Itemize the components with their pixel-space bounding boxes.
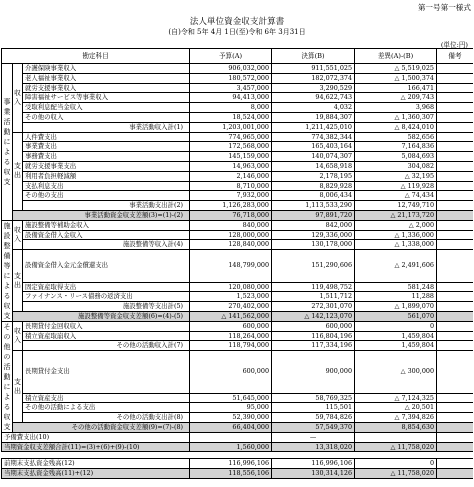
header-item: 勘定科目 [2,49,190,64]
difference-amount: △ 1,336,000 [355,230,437,240]
summary-row [2,469,474,479]
budget-amount: 66,404,000 [190,422,272,432]
note-cell [437,240,473,250]
actual-amount: 4,032 [272,103,355,113]
difference-amount: △ 20,501 [355,403,437,413]
actual-amount: 19,884,307 [272,112,355,122]
account-name: 施設整備等資金収支差額(6)=(4)-(5) [13,311,190,321]
actual-amount: 1,511,712 [272,292,355,302]
note-cell [437,413,473,423]
actual-amount: 600,000 [272,321,355,331]
difference-amount: △ 1,360,307 [355,112,437,122]
budget-amount: 148,799,000 [190,250,272,282]
table-row [2,171,474,181]
header-row [2,49,474,64]
note-cell [437,331,473,341]
actual-amount: 129,336,000 [272,230,355,240]
spacer-cell [2,452,474,459]
account-name: 事業費支出 [23,142,190,152]
summary-row [2,413,474,423]
document-period: (自)令和 5年 4月 1日(至)令和 6年 3月31日 [168,28,306,36]
difference-amount: △ 21,173,720 [355,210,437,220]
budget-amount: 14,963,000 [190,161,272,171]
account-name: 長期貸付金支出 [23,351,190,393]
note-cell [437,73,473,83]
actual-amount: 58,769,325 [272,393,355,403]
note-cell [437,351,473,393]
budget-amount: 7,932,000 [190,191,272,201]
budget-amount: 128,000,000 [190,230,272,240]
account-name: その他の活動支出計(8) [23,413,190,423]
difference-amount [355,432,437,442]
expense-group-label: 支出 [13,351,23,423]
summary-row [2,422,474,432]
table-row [2,132,474,142]
budget-amount: 116,996,106 [190,459,272,469]
account-name: 固定資産取得支出 [23,282,190,292]
difference-amount: 7,164,836 [355,142,437,152]
account-name: 積立資産支出 [23,393,190,403]
difference-amount: 3,968 [355,103,437,113]
actual-amount: 119,498,752 [272,282,355,292]
account-name: 施設整備等支出計(5) [23,302,190,312]
difference-amount: 582,656 [355,132,437,142]
budget-amount: △ 141,562,000 [190,311,272,321]
table-row [2,93,474,103]
table-row [2,142,474,152]
note-cell [437,191,473,201]
actual-amount: — [272,432,355,442]
budget-amount: 118,556,106 [190,469,272,479]
section-label: その他の活動による収支 [3,322,11,431]
header-actual: 決算(B) [272,49,355,64]
table-row [2,282,474,292]
budget-amount: 3,457,000 [190,83,272,93]
account-name: 老人福祉事業収入 [23,73,190,83]
difference-amount: △ 209,743 [355,93,437,103]
account-name: 設備資金借入金元金償還支出 [23,250,190,282]
note-cell [437,302,473,312]
budget-amount [190,432,272,442]
actual-amount: 1,211,425,010 [272,122,355,132]
budget-amount: 840,000 [190,220,272,230]
actual-amount: 97,891,720 [272,210,355,220]
budget-amount: 52,390,000 [190,413,272,423]
summary-row [2,311,474,321]
note-cell [437,103,473,113]
account-name: 障害福祉サービス等事業収入 [23,93,190,103]
actual-amount: 1,113,533,290 [272,201,355,211]
budget-amount: 8,710,000 [190,181,272,191]
note-cell [437,161,473,171]
expense-group-label: 支出 [13,132,23,210]
difference-amount: △ 7,394,826 [355,413,437,423]
actual-amount: 57,549,370 [272,422,355,432]
cash-flow-statement-table [1,48,473,479]
actual-amount: 900,000 [272,351,355,393]
difference-amount: △ 11,758,020 [355,469,437,479]
budget-amount: 94,413,000 [190,93,272,103]
note-cell [437,341,473,351]
actual-amount: 2,178,195 [272,171,355,181]
difference-amount: △ 32,195 [355,171,437,181]
budget-amount: 118,264,000 [190,331,272,341]
statement-body [2,64,474,479]
actual-amount: 14,658,918 [272,161,355,171]
note-cell [437,292,473,302]
summary-row [2,302,474,312]
note-cell [437,122,473,132]
table-row [2,181,474,191]
header-budget: 予算(A) [190,49,272,64]
budget-amount: 172,568,000 [190,142,272,152]
note-cell [437,83,473,93]
actual-amount: 116,804,196 [272,331,355,341]
account-name: 就労支援事業支出 [23,161,190,171]
table-row [2,64,474,74]
actual-amount: 115,501 [272,403,355,413]
note-cell [437,282,473,292]
summary-row [2,442,474,452]
budget-amount: 128,840,000 [190,240,272,250]
account-name: その他の支出 [23,191,190,201]
account-name: 受取利息配当金収入 [23,103,190,113]
table-row [2,393,474,403]
note-cell [437,393,473,403]
account-name: ファイナンス・リース債務の返済支出 [23,292,190,302]
budget-amount: 76,718,000 [190,210,272,220]
difference-amount: 0 [355,321,437,331]
budget-amount: 2,146,000 [190,171,272,181]
account-name: 人件費支出 [23,132,190,142]
budget-amount: 600,000 [190,321,272,331]
note-cell [437,132,473,142]
note-cell [437,311,473,321]
account-name: 予備費支出(10) [2,432,190,442]
budget-amount: 270,402,000 [190,302,272,312]
note-cell [437,321,473,331]
difference-amount: 304,082 [355,161,437,171]
actual-amount: 182,072,374 [272,73,355,83]
summary-row [2,240,474,250]
difference-amount: 561,070 [355,311,437,321]
actual-amount: 130,314,126 [272,469,355,479]
account-name: 支払利息支出 [23,181,190,191]
difference-amount: 581,248 [355,282,437,292]
actual-amount: 130,178,000 [272,240,355,250]
note-cell [437,142,473,152]
budget-amount: 120,080,000 [190,282,272,292]
income-group-label: 収入 [13,64,23,133]
budget-amount: 1,203,001,000 [190,122,272,132]
actual-amount: 165,403,164 [272,142,355,152]
note-cell [437,112,473,122]
note-cell [437,220,473,230]
table-row [2,191,474,201]
note-cell [437,93,473,103]
account-name: 事業活動収入計(1) [23,122,190,132]
budget-amount: 1,560,000 [190,442,272,452]
difference-amount: 166,471 [355,83,437,93]
table-row [2,321,474,331]
difference-amount: △ 1,899,070 [355,302,437,312]
budget-amount: 8,000 [190,103,272,113]
actual-amount: 94,622,743 [272,93,355,103]
difference-amount: 0 [355,459,437,469]
actual-amount: 59,784,826 [272,413,355,423]
note-cell [437,459,473,469]
account-name: 施設整備等補助金収入 [23,220,190,230]
income-group-label: 収入 [13,220,23,249]
table-row [2,230,474,240]
account-name: その他の活動による支出 [23,403,190,413]
table-row [2,331,474,341]
account-name: 積立資産取崩収入 [23,331,190,341]
account-name: 就労支援事業収入 [23,83,190,93]
actual-amount: 8,829,928 [272,181,355,191]
account-name: その他の収入 [23,112,190,122]
note-cell [437,230,473,240]
table-row [2,351,474,393]
table-row [2,73,474,83]
summary-row [2,432,474,442]
difference-amount: △ 74,434 [355,191,437,201]
difference-amount: △ 8,424,010 [355,122,437,132]
header-diff: 差異(A)-(B) [355,49,437,64]
difference-amount: △ 2,000 [355,220,437,230]
difference-amount: △ 1,500,374 [355,73,437,83]
account-name: 当期末支払資金残高(11)+(12) [2,469,190,479]
actual-amount: 117,334,196 [272,341,355,351]
table-row [2,403,474,413]
summary-row [2,210,474,220]
actual-amount: △ 142,123,070 [272,311,355,321]
note-cell [437,201,473,211]
account-name: 事業活動支出計(2) [23,201,190,211]
table-row [2,152,474,162]
account-name: 介護保険事業収入 [23,64,190,74]
unit-label: (単位:円) [440,41,468,49]
table-row [2,112,474,122]
actual-amount: 842,000 [272,220,355,230]
note-cell [437,210,473,220]
section-label: 施設整備等による収支 [3,221,11,320]
note-cell [437,442,473,452]
account-name: 長期貸付金回収収入 [23,321,190,331]
note-cell [437,181,473,191]
section-label: 事業活動による収支 [2,64,13,221]
table-row [2,83,474,93]
budget-amount: 145,159,000 [190,152,272,162]
summary-row [2,341,474,351]
table-row [2,103,474,113]
note-cell [437,469,473,479]
note-cell [437,171,473,181]
actual-amount: 272,301,070 [272,302,355,312]
difference-amount: △ 119,928 [355,181,437,191]
document-title: 法人単位資金収支計算書 [189,17,285,27]
difference-amount: 1,459,804 [355,341,437,351]
statement-table-container [1,48,473,486]
difference-amount: △ 300,000 [355,351,437,393]
difference-amount: 5,084,693 [355,152,437,162]
note-cell [437,422,473,432]
account-name: 前期末支払資金残高(12) [2,459,190,469]
budget-amount: 906,032,000 [190,64,272,74]
actual-amount: 911,551,025 [272,64,355,74]
header-note: 備考 [437,49,473,64]
account-name: 利用者負担軽減額 [23,171,190,181]
difference-amount: △ 2,491,606 [355,250,437,282]
budget-amount: 51,645,000 [190,393,272,403]
account-name: 当期資金収支差額合計(11)=(3)+(6)+(9)-(10) [2,442,190,452]
budget-amount: 180,572,000 [190,73,272,83]
difference-amount: △ 5,519,025 [355,64,437,74]
difference-amount: △ 7,124,325 [355,393,437,403]
spacer-row [2,452,474,459]
account-name: 施設整備等収入計(4) [23,240,190,250]
summary-row [2,122,474,132]
difference-amount: 11,288 [355,292,437,302]
account-name: 設備資金借入金収入 [23,230,190,240]
form-number: 第一号第一様式 [417,3,471,12]
budget-amount: 118,794,000 [190,341,272,351]
difference-amount: 12,749,710 [355,201,437,211]
difference-amount: 1,459,804 [355,331,437,341]
actual-amount: 3,290,529 [272,83,355,93]
account-name: 事業活動資金収支差額(3)=(1)-(2) [13,210,190,220]
summary-row [2,459,474,469]
account-name: その他の活動収入計(7) [23,341,190,351]
account-name: 事務費支出 [23,152,190,162]
expense-group-label: 支出 [13,250,23,312]
account-name: その他の活動資金収支差額(9)=(7)-(8) [13,422,190,432]
income-group-label: 収入 [13,321,23,350]
actual-amount: 13,318,020 [272,442,355,452]
table-row [2,220,474,230]
summary-row [2,201,474,211]
actual-amount: 8,006,434 [272,191,355,201]
budget-amount: 1,523,000 [190,292,272,302]
budget-amount: 18,524,000 [190,112,272,122]
difference-amount: △ 11,758,020 [355,442,437,452]
note-cell [437,403,473,413]
budget-amount: 600,000 [190,351,272,393]
actual-amount: 116,996,106 [272,459,355,469]
note-cell [437,432,473,442]
note-cell [437,250,473,282]
difference-amount: 8,854,630 [355,422,437,432]
budget-amount: 95,000 [190,403,272,413]
difference-amount: △ 1,338,000 [355,240,437,250]
note-cell [437,152,473,162]
table-row [2,250,474,282]
table-row [2,292,474,302]
note-cell [437,64,473,74]
actual-amount: 774,382,344 [272,132,355,142]
actual-amount: 151,290,606 [272,250,355,282]
table-row [2,161,474,171]
actual-amount: 140,074,307 [272,152,355,162]
budget-amount: 774,965,000 [190,132,272,142]
budget-amount: 1,126,283,000 [190,201,272,211]
